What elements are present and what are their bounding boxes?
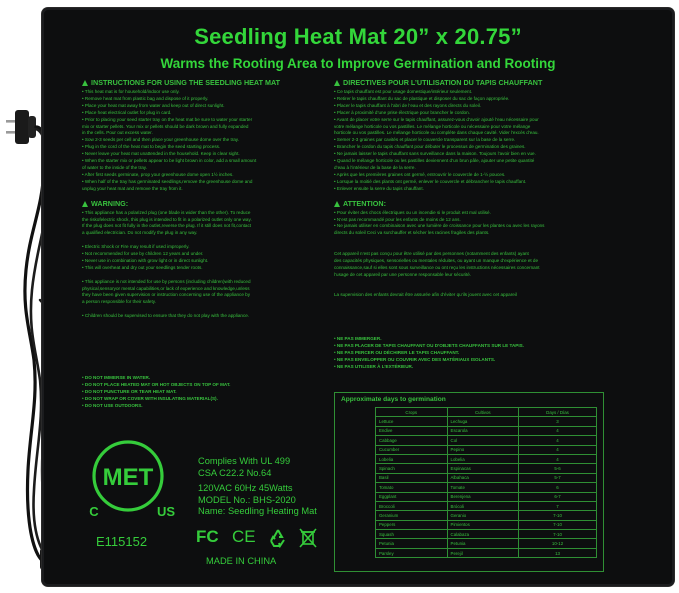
warning-triangle-icon — [334, 201, 340, 207]
germination-table-caption: Approximate days to germination — [341, 396, 446, 403]
table-row: Eggplant Berenjena 6-7 — [376, 492, 597, 501]
warning-triangle-icon — [82, 80, 88, 86]
table-row: Basil Albahaca 5-7 — [376, 473, 597, 482]
table-row: Lobelia Lobelia 4 — [376, 454, 597, 463]
instructions-en — [82, 78, 314, 320]
recycle-icon — [268, 528, 288, 548]
met-logo-left-mark: C — [89, 504, 99, 519]
germination-table-box — [334, 392, 604, 572]
warning-en-lines: • This appliance has a polarized plug (one blade is wider than the other). To reduce the riskofelectric shock, this plug is intended to fit in a polarized outlet only one way. If the plug does not fit fully in the outlet,reverse the plug. If it still does not fit,contact a qualified electrician. Do not modify the plug in any way. • Electric Shock or Fire may result if used improperly. • Not recommended for use by children 12 years and under. • Never use in combination with grow light or in direct sunlight. • This will overheat and dry out your seedlings tender roots. • This appliance is not intended for use by persons (including children)with reduced physical,sensoryor mental capabilities,or lack of experience and knowledge,unless they have been given supervision or instruction concerning use of the appliance by a person responsible for their safety. • Children should be supervised to ensure that they do not play with the appliance. — [82, 209, 252, 319]
product-title: Seedling Heat Mat 20” x 20.75” — [194, 24, 522, 49]
compliance-logos — [196, 527, 326, 551]
table-row: Peppers Pimientos 7-10 — [376, 520, 597, 529]
table-header-row: Crops Cultivos Days / Días — [376, 408, 597, 417]
table-row: Geranium Geranio 7-10 — [376, 511, 597, 520]
table-row: Cabbage Col 4 — [376, 436, 597, 445]
table-row: Squash Calabaza 7-10 — [376, 530, 597, 539]
table-row: Tomato Tomate 6 — [376, 483, 597, 492]
weee-bin-icon — [298, 527, 318, 549]
met-certification-logo — [80, 428, 176, 524]
caution-list-en: • DO NOT IMMERSE IN WATER. • DO NOT PLACE HEATED MAT OR HOT OBJECTS ON TOP OF MAT. • DO NOT PUNCTURE OR TEAR HEAT MAT. • DO NOT WRAP OR COVER WITH INSULATING MATERIAL(S). • DO NOT USE OUTDOORS. — [82, 375, 231, 408]
made-in-label: MADE IN CHINA — [206, 556, 277, 566]
table-row: Broccoli Brócoli 7 — [376, 501, 597, 510]
instructions-en-lines: • This heat mat is for household/indoor use only. • Remove heat mat from plastic bag and dispose of it properly. • Place your heat mat away from water and keep out of direct sunlight. • Place heat electrical outlet for plug in card. • Prior to placing your seed starter tray on the heat mat be sure to water your starter mix or starter pellets. Your mix or pellets should be dark brown and fully expanded in the cells. Pour out excess water. • Sow 2-3 seeds per cell and then place your greenhouse dome over the tray. • Plug in the cord of the heat mat to begin the seed starting process. • Never leave your heat mat unattended in the household. Keep in clear sight. • When the starter mix or pellets appear to be light brown in color, add a small amount of water to the inside of the tray. • After first seeds germinate, prop your greenhouse dome open 1½ inches. • When half of the tray has germinated seedlings,remove the greenhouse dome and unplug your heat mat and remove the tray from it. — [82, 89, 257, 191]
instructions-fr — [334, 78, 602, 299]
product-subtitle: Warms the Rooting Area to Improve Germination and Rooting — [160, 56, 556, 71]
instructions-fr-lines: • Ce tapis chauffant est pour usage domestique/intérieur seulement. • Retirer le tapis chauffant du sac de plastique et disposer du sac de façon appropriée. • Placer le tapis chauffant à l’abri de l’eau et des rayons directs du soleil. • Placer à proximité d’une prise électrique pour brancher le cordon. • Avant de placer votre serre sur le tapis chauffant, assurez-vous d’avoir ajouté l’eau nécessaire pour votre mélange horticole ou vos pastilles. Le mélange horticole ou nécessaire pour votre mélange horticole ou vos pastilles. Le mélange horticole ou complète dans chaque cavité. Vider l’excès d’eau. • Semer 2-3 graines par cavités et placer le couvercle transparent sur la base de la serre. • Brancher le cordon du tapis chauffant pour débuter le processus de germination des graines. • Ne jamais laisser le tapis chauffant sans surveillance dans la maison. Toujours l’avoir bien en vue. • Quand le mélange horticole ou les pastilles deviennent d’un brun pâle, ajouter une petite quantité d’eau à l’intérieur de la base de la serre. • Après que les premières graines ont germé, entrouvrir le couvercle de 1-½ pouces. • Lorsque la moitié des plants ont germé, enlever le couvercle et débrancher le tapis chauffant. • Enlever ensuite la serre du tapis chauffant. — [334, 89, 539, 191]
fcc-mark-icon: FC — [196, 527, 219, 546]
table-row: Parsley Perejil 13 — [376, 548, 597, 557]
table-row: Endive Escarola 4 — [376, 426, 597, 435]
table-row: Spinach Espinacas 5-6 — [376, 464, 597, 473]
warning-triangle-icon — [334, 80, 340, 86]
germination-table — [375, 407, 597, 558]
ce-mark-icon: CE — [232, 527, 256, 546]
specifications: Complies With UL 499 CSA C22.2 No.64 120VAC 60Hz 45Watts MODEL No.: BHS-2020 Name: Seedling Heating Mat — [198, 456, 317, 516]
warning-fr-lines: • Pour éviter des chocs électriques ou un incendie si le produit est mal utilisé. • N’est pas recommandé pour les enfants de moins de 12 ans. • Ne jamais utiliser en combinaison avec une lumière de croissance pour les plantes ou avec les rayons directs du soleil Ceci va surchauffer et sécher les racines fragiles des plants. Cet appareil n’est pas conçu pour être utilisé par des personnes (notamment des enfants) ayant des capacités physiques, sensorielles ou mentales réduites, ou ayant un manque d’expérience et de connaissance,sauf si elles sont sous surveillance ou ont reçu les instructions nécessaires concernant l’usage de cet appareil par une personne responsable leur sécurité. La supervision des enfants devrait être assurée afin d’éviter qu’ils jouent avec cet appareil — [334, 209, 545, 298]
caution-list-fr: • NE PAS IMMERGER. • NE PAS PLACER DE TAPIS CHAUFFANT OU D’OBJETS CHAUFFANTS SUR LE TAPIS. • NE PAS PERCER OU DÉCHIRER LE TAPIS CHAUFFANT. • NE PAS ENVELOPPER OU COUVRIR AVEC DES MATÉRIAUX ISOLANTS. • NE PAS UTILISER À L’EXTÉRIEUR. — [334, 336, 524, 369]
warning-triangle-icon — [82, 201, 88, 207]
warning-en-heading: WARNING: — [82, 199, 314, 208]
met-logo-right-mark: US — [156, 504, 176, 519]
table-row: Petunia Petunia 10-12 — [376, 539, 597, 548]
warning-fr-heading: ATTENTION: — [334, 199, 602, 208]
certification-number: E115152 — [96, 534, 148, 549]
table-row: Cucumber Pepino 4 — [376, 445, 597, 454]
instructions-en-heading: INSTRUCTIONS FOR USING THE SEEDLING HEAT MAT — [82, 78, 314, 87]
instructions-fr-heading: DIRECTIVES POUR L’UTILISATION DU TAPIS CHAUFFANT — [334, 78, 602, 87]
table-row: Lettuce Lechuga 3 — [376, 417, 597, 426]
met-logo-text: MET — [102, 464, 154, 491]
